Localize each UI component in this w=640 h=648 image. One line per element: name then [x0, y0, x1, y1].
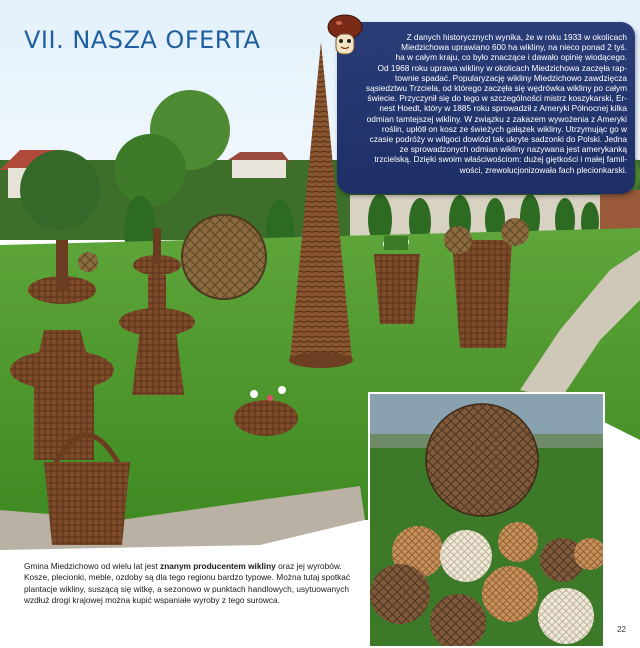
wicker-tall-vase	[452, 240, 512, 348]
history-line: odmian tamtejszej wikliny. W związku z zakazem wywożenia z Ameryki	[366, 113, 627, 124]
history-line: Od 1968 roku uprawa wikliny w okolicach Miedzichowa zaczęła rap-	[377, 62, 627, 73]
history-line: Miedzichowa uprawiano 600 ha wikliny, na nieco ponad 2 tyś.	[401, 42, 627, 53]
history-line: nest Hoedt, który w 1885 roku sprowadził z Ameryki Północnej kilka	[379, 103, 627, 114]
history-line: ze sprowadzonych odmian wikliny nazywana jest amerykanką	[399, 144, 627, 155]
history-line: trzcielską. Dzięki swoim właściwościom: dużej giętkości i małej famil-	[374, 154, 627, 165]
history-text	[345, 32, 627, 175]
wicker-bowl	[234, 400, 298, 436]
history-line: Z danych historycznych wynika, że w roku 1933 w okolicach	[406, 32, 627, 42]
history-line: townie spadać. Popularyzację wikliny Miedzichowo zawdzięcza	[395, 72, 627, 83]
history-line: roślin, upłótł on kosz ze świeżych gałązek wikliny. Utrzymując go w	[381, 123, 627, 134]
mushroom-mascot-icon	[327, 14, 363, 58]
page-title: VII. NASZA OFERTA	[24, 26, 261, 54]
wicker-balls-photo	[368, 392, 605, 648]
caption-text-before: Gmina Miedzichowo od wielu lat jest	[24, 561, 161, 571]
wicker-planter	[374, 254, 420, 324]
caption-text-bold: znanym producentem wikliny	[160, 561, 276, 571]
page-number: 22	[617, 625, 626, 634]
caption-paragraph	[24, 561, 362, 607]
history-line: wości, zrewolucjonizowała fach plecionkarski.	[459, 164, 627, 175]
history-line: ha w całym kraju, co było znaczące i dawało opinię wiodącego.	[395, 52, 627, 63]
caption-text-after: oraz jej wyrobów. Kosze, plecionki, meble, ozdoby są dla tego regionu bardzo typowe. Można tutaj spotkać plantacje wikliny, suszącą się witkę, a sezonowo w punktach handlowych, usytuowanych wzdłuż drogi krajowej można kupić wspaniałe wyroby z tego surowca.	[24, 561, 351, 606]
history-line: świecie. Przyczynił się do tego w szczególności mistrz koszykarski, Er-	[367, 93, 627, 104]
history-line: czasie podróży w wilgoci dowiózł tak ukryte sadzonki do Polski. Jedna	[369, 134, 627, 145]
history-info-box	[337, 22, 635, 194]
history-line: sąsiedztwu Trzciela, od którego zaczęła się wędrówka wikliny po całym	[366, 83, 627, 94]
